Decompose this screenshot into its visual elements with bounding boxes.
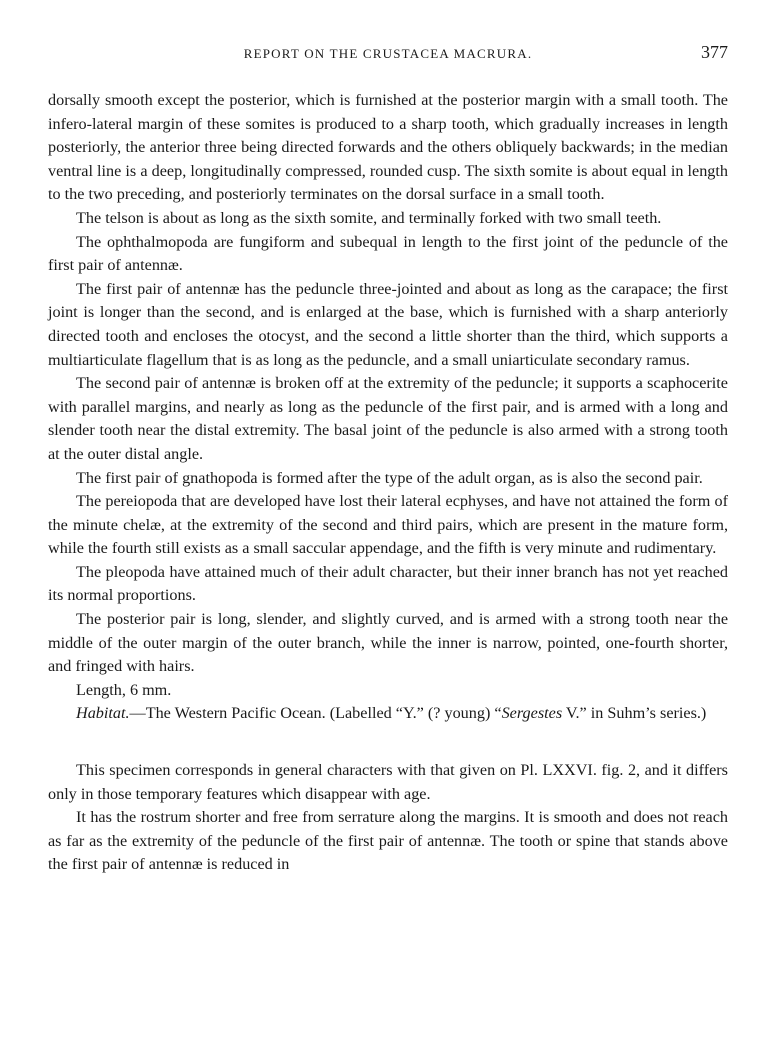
paragraph-posterior-pair: The posterior pair is long, slender, and slightly curved, and is armed with a strong tooth near the middle of the outer margin of the outer branch, while the inner is narrow, pointed, one-fourth shorter, and fringed with hairs. xyxy=(48,610,728,676)
paragraph-pereiopoda: The pereiopoda that are developed have lost their lateral ecphyses, and have not attained the form of the minute chelæ, at the extremity of the second and third pairs, which are present in the mature form, while the fourth still exists as a small saccular appendage, and the fifth is very minute and rudimentary. xyxy=(48,492,728,558)
paragraph-rostrum: It has the rostrum shorter and free from serrature along the margins. It is smooth and does not reach as far as the extremity of the peduncle of the first pair of antennæ. The tooth or spine that stands above the first pair of antennæ is reduced in xyxy=(48,808,728,874)
habitat-genus: Sergestes xyxy=(501,704,563,723)
paragraph-second-antennae: The second pair of antennæ is broken off at the extremity of the peduncle; it supports a scaphocerite with parallel margins, and nearly as long as the peduncle of the first pair, and is armed with a long and slender tooth near the distal extremity. The basal joint of the peduncle is also armed with a strong tooth at the outer distal angle. xyxy=(48,374,728,463)
paragraph-abdomen: dorsally smooth except the posterior, which is furnished at the posterior margin with a small tooth. The infero-lateral margin of these somites is produced to a sharp tooth, which gradually increases in length posteriorly, the anterior three being directed forwards and the others obliquely backwards; in the median ventral line is a deep, longitudinally compressed, rounded cusp. The sixth somite is about equal in length to the two preceding, and posteriorly terminates on the dorsal surface in a small tooth. xyxy=(48,91,728,204)
paragraph-first-antennae: The first pair of antennæ has the peduncle three-jointed and about as long as the carapace; the first joint is longer than the second, and is enlarged at the base, which is furnished with a sharp anteriorly directed tooth and encloses the otocyst, and the second a little shorter than the third, which supports a multiarticulate flagellum that is as long as the peduncle, and a small uniarticulate secondary ramus. xyxy=(48,279,728,369)
paragraph-specimen: This specimen corresponds in general characters with that given on Pl. LXXVI. fig. 2, and it differs only in those temporary features which disappear with age. xyxy=(48,761,728,803)
page-number: 377 xyxy=(701,42,728,62)
habitat-end: V.” in Suhm’s series.) xyxy=(562,704,707,723)
paragraph-gnathopoda: The first pair of gnathopoda is formed after the type of the adult organ, as is also the second pair. xyxy=(76,468,703,487)
running-title: REPORT ON THE CRUSTACEA MACRURA. xyxy=(243,46,533,61)
paragraph-ophthalmopoda: The ophthalmopoda are fungiform and subequal in length to the first joint of the peduncle of the first pair of antennæ. xyxy=(48,232,728,275)
paragraph-pleopoda: The pleopoda have attained much of their adult character, but their inner branch has not yet reached its normal proportions. xyxy=(48,562,728,605)
page-header xyxy=(48,42,728,64)
paragraph-habitat xyxy=(48,702,728,726)
body-text xyxy=(48,89,728,877)
paragraph-length: Length, 6 mm. xyxy=(76,680,172,699)
paragraph-telson: The telson is about as long as the sixth somite, and terminally forked with two small teeth. xyxy=(76,208,662,227)
habitat-label: Habitat. xyxy=(76,704,130,723)
habitat-text: —The Western Pacific Ocean. (Labelled “Y.” (? young) “ xyxy=(129,704,502,723)
